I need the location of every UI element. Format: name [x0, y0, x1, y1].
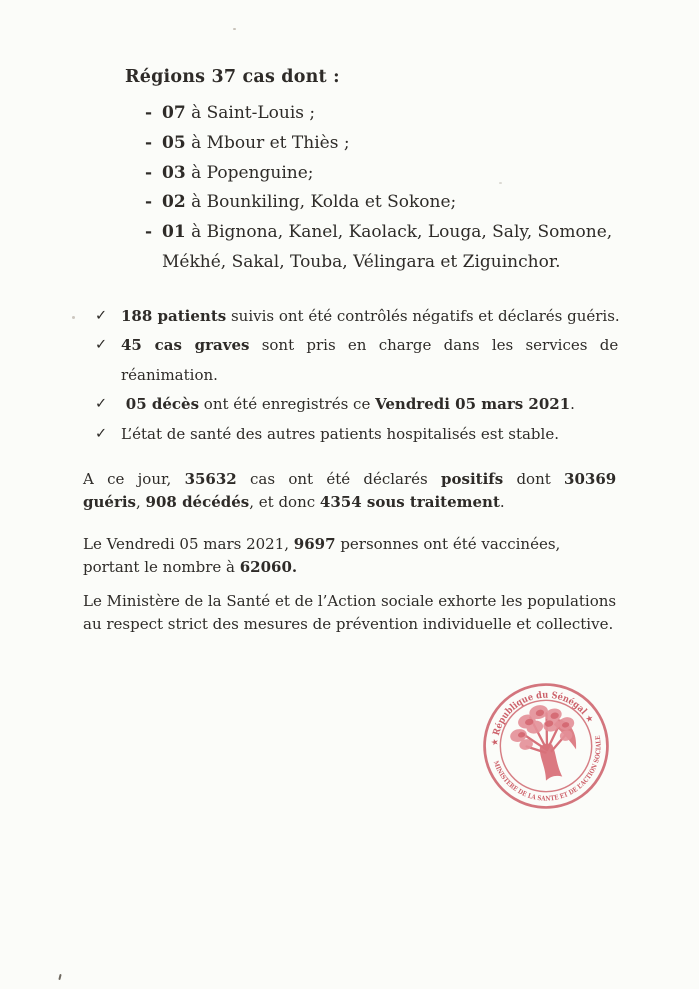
- checkmark-list: [95, 302, 620, 449]
- text-line: 05 décès ont été enregistrés ce Vendredi 05 mars 2021.: [125, 395, 575, 414]
- dash-bullet: -: [145, 192, 153, 213]
- text-line: guéris, 908 décédés, et donc 4354 sous traitement.: [83, 493, 505, 512]
- text-line: au respect strict des mesures de prévention individuelle et collective.: [83, 615, 614, 634]
- check-list-item: [95, 390, 620, 419]
- list-item-text: [162, 188, 456, 218]
- check-item-text: [121, 390, 575, 419]
- region-list-item: [145, 129, 612, 159]
- text-line: 05 à Mbour et Thiès ;: [162, 132, 350, 153]
- dash-bullet: -: [145, 103, 153, 123]
- text-line: Le Vendredi 05 mars 2021, 9697 personnes ont été vaccinées,: [83, 535, 561, 553]
- scan-speck: [499, 182, 502, 184]
- dash-bullet: -: [145, 162, 153, 183]
- text-line: 01 à Bignona, Kanel, Kaolack, Louga, Saly, Somone,: [162, 222, 613, 243]
- checkmark-icon: ✓: [95, 425, 108, 442]
- text-line: A ce jour, 35632 cas ont été déclarés positifs dont 30369: [83, 470, 617, 488]
- paragraph-ministry-advice: [83, 590, 616, 637]
- ministry-stamp: [462, 662, 630, 830]
- regions-list: [145, 99, 612, 278]
- scan-speck: [72, 316, 75, 319]
- check-list-item: [95, 331, 620, 390]
- paragraph-vaccinations: [83, 533, 560, 580]
- list-item-text: [162, 99, 315, 129]
- text-line: portant le nombre à 62060.: [83, 558, 298, 577]
- scan-speck: [58, 974, 61, 980]
- check-list-item: [95, 302, 620, 331]
- check-item-text: [121, 302, 620, 331]
- check-item-text: [121, 331, 618, 390]
- text-line: 02 à Bounkiling, Kolda et Sokone;: [162, 192, 457, 213]
- checkmark-icon: ✓: [95, 396, 108, 413]
- text-line: 03 à Popenguine;: [162, 162, 314, 183]
- list-item-text: [162, 129, 350, 159]
- dash-bullet: -: [145, 222, 153, 243]
- region-list-item: [145, 218, 612, 278]
- dash-bullet: -: [145, 132, 153, 153]
- regions-heading: Régions 37 cas dont :: [125, 67, 340, 87]
- paragraph-total-cases: [83, 468, 616, 515]
- check-item-text: [121, 420, 559, 449]
- text-line: L’état de santé des autres patients hospitalisés est stable.: [121, 424, 559, 443]
- region-list-item: [145, 188, 612, 218]
- scan-speck: [233, 28, 236, 30]
- region-list-item: [145, 159, 612, 189]
- list-item-text: [162, 159, 314, 189]
- stamp-bottom-text-arc: MINISTERE DE LA SANTE ET DE L’ACTION SOCIALE: [491, 734, 603, 803]
- text-line: 45 cas graves sont pris en charge dans les services de: [121, 336, 619, 355]
- text-line: Mékhé, Sakal, Touba, Vélingara et Ziguinchor.: [162, 251, 561, 272]
- text-line: 07 à Saint-Louis ;: [162, 103, 316, 123]
- list-item-text: [162, 218, 612, 278]
- checkmark-icon: ✓: [95, 337, 108, 354]
- text-line: Le Ministère de la Santé et de l’Action sociale exhorte les populations: [83, 592, 617, 610]
- checkmark-icon: ✓: [95, 308, 108, 324]
- region-list-item: [145, 99, 612, 129]
- text-line: 188 patients suivis ont été contrôlés négatifs et déclarés guéris.: [121, 307, 620, 325]
- text-line: réanimation.: [121, 365, 218, 384]
- check-list-item: [95, 420, 620, 449]
- stamp-top-text-arc: ★ République du Sénégal ★: [489, 689, 597, 747]
